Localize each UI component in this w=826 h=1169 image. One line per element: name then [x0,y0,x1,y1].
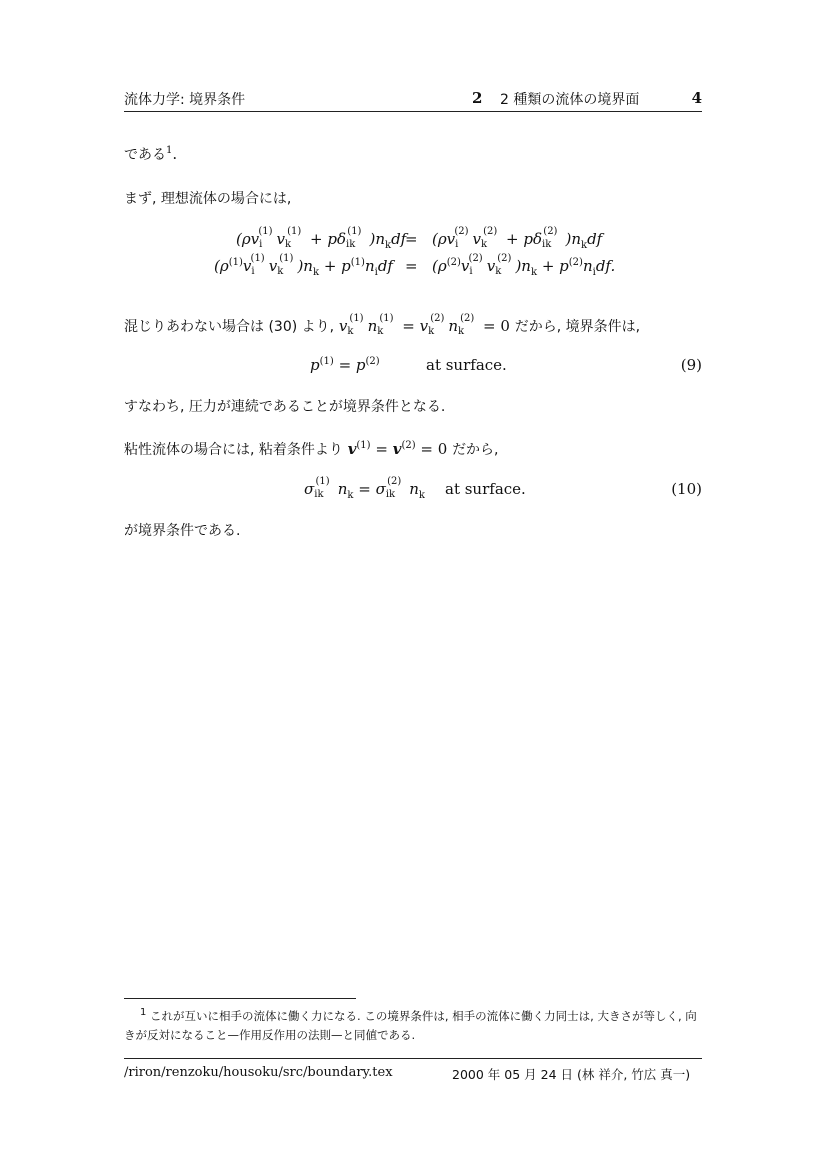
inline-velocity-condition: $v_k^{(1)}$ $n_k^{(1)} = v_k^{(2)}$ $n_k^{(2)} = 0$ [338,313,510,337]
header-rule [124,111,702,112]
footer-date-author: 2000 年 05 月 24 日 (林 祥介, 竹広 真一) [452,1067,691,1082]
paragraph-5-prefix: 粘性流体の場合には, 粘着条件より [124,442,343,458]
footer-rule [124,1058,702,1059]
paragraph-4: すなわち, 圧力が連続であることが境界条件となる. [124,399,446,415]
equation-10-condition: at surface. [445,480,526,498]
equation-ideal-1-equals: = [405,230,418,248]
equation-ideal-2-rhs: ($\rho^{(2)}v_i^{(2)}$ $v_k^{(2)}$ )$n_k + p^{(2)}n_idf$. [432,253,616,278]
paragraph-5 [124,439,499,459]
equation-10-number: (10) [671,480,702,498]
footnote-text: これが互いに相手の流体に働く力になる. この境界条件は, 相手の流体に働く力同士は, 大きさが等しく, 向きが反対になること—作用反作用の法則—と同値である. [124,1008,697,1042]
paragraph-2: まず, 理想流体の場合には, [124,191,292,207]
equation-ideal-1-lhs: ($\rho v_i^{(1)}$ $v_k^{(1)} + p\delta_{ik}^{(1)}$ )$n_kdf$ [236,226,407,251]
paragraph-5-suffix: だから, [452,442,499,458]
footnote-ref: 1 [166,145,173,156]
equation-9-condition: at surface. [426,356,507,374]
running-header-title: 流体力学: 境界条件 [124,92,246,108]
inline-no-slip-condition: $v^{(1)} = v^{(2)} = 0$ [347,440,448,458]
page-number: 4 [691,89,702,107]
paragraph-3-prefix: 混じりあわない場合は (30) より, [124,319,335,335]
section-number: 2 [472,89,483,107]
paragraph-1-text: である [124,147,166,163]
paragraph-3 [124,313,641,337]
equation-9-number: (9) [680,356,702,374]
section-title: 2 種類の流体の境界面 [500,92,640,108]
paragraph-3-suffix: だから, 境界条件は, [514,319,641,335]
footnote-rule [124,998,356,999]
paragraph-1 [124,144,177,164]
paragraph-1-period: . [172,145,178,163]
equation-9: $p^{(1)} = p^{(2)}$ [310,356,380,374]
equation-ideal-1-rhs: ($\rho v_i^{(2)}$ $v_k^{(2)} + p\delta_{ik}^{(2)}$ )$n_kdf$ [432,226,603,251]
equation-ideal-2-lhs: ($\rho^{(1)}v_i^{(1)}$ $v_k^{(1)}$ )$n_k + p^{(1)}n_idf$ [214,253,393,278]
footnote-mark: 1 [140,1007,147,1018]
equation-10: $\sigma_{ik}^{(1)}$ $n_k = \sigma_{ik}^{(2)}$ $n_k$ [304,476,425,501]
footnote [124,1003,702,1045]
equation-ideal-2-equals: = [405,257,418,275]
paragraph-6: が境界条件である. [124,523,241,539]
footer-path: /riron/renzoku/housoku/src/boundary.tex [124,1065,393,1080]
